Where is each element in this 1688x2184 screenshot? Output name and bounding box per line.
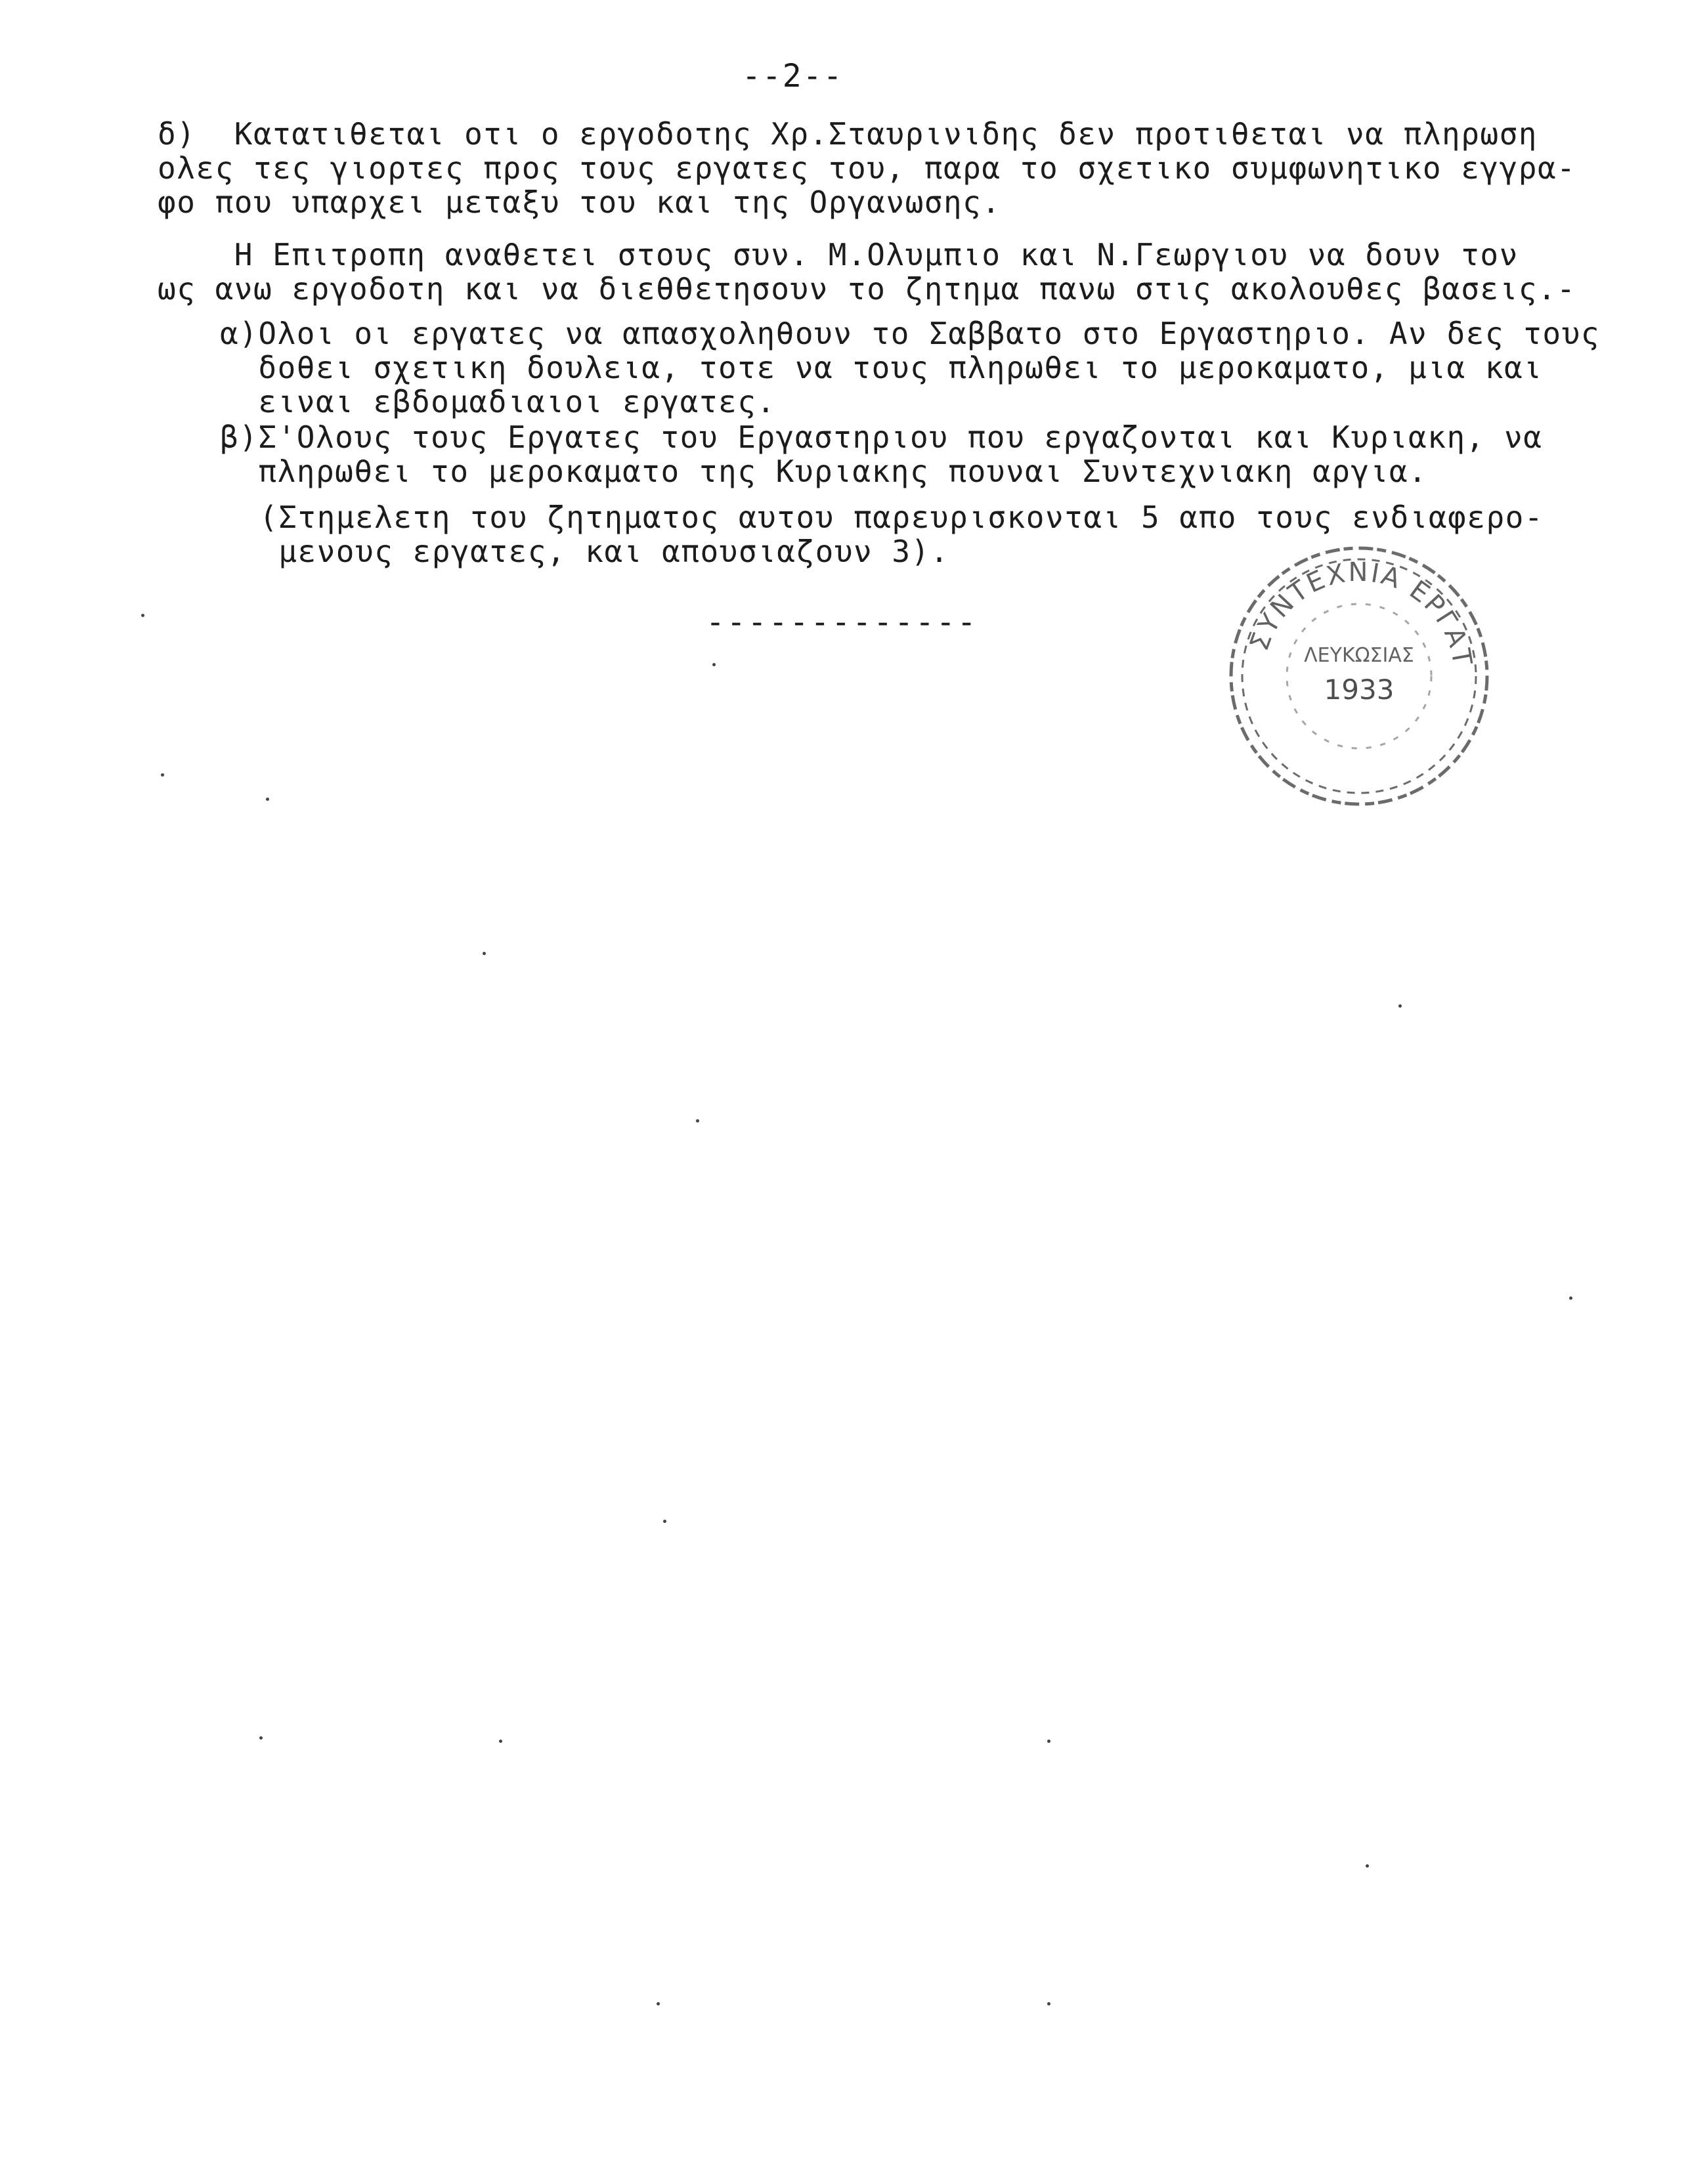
- scan-speck: [1047, 2002, 1050, 2005]
- text-line: ως ανω εργοδοτη και να διεθθετησουν το ζητημα πανω στις ακολουθες βασεις.-: [158, 271, 1576, 307]
- scan-speck: [1047, 1740, 1050, 1743]
- point-b: [220, 420, 1542, 488]
- text-line: Η Επιτροπη αναθετει στους συν. Μ.Ολυμπιο και Ν.Γεωργιου να δουν τον: [158, 237, 1519, 272]
- stamp-year: 1933: [1324, 674, 1395, 706]
- paragraph-item-d: [158, 117, 1576, 219]
- text-line: β)Σ'Ολους τους Εργατες του Εργαστηριου που εργαζονται και Κυριακη, να: [220, 419, 1543, 455]
- scan-speck: [712, 663, 716, 666]
- scan-speck: [499, 1740, 502, 1743]
- scan-speck: [483, 952, 486, 955]
- page-number: --2--: [742, 58, 844, 95]
- text-line: δοθει σχετικη δουλεια, τοτε να τους πληρωθει το μεροκαματο, μια και: [220, 350, 1543, 385]
- stamp-arc-text: ΣΥΝΤΕΧΝΙΑ ΕΡΓΑΤ: [1244, 557, 1478, 670]
- text-line: φο που υπαρχει μεταξυ του και της Οργανωσης.: [158, 184, 1001, 220]
- point-a: [220, 316, 1600, 419]
- text-line: (Στημελετη του ζητηματος αυτου παρευρισκονται 5 απο τους ενδιαφερο-: [259, 500, 1544, 535]
- text-line: α)Ολοι οι εργατες να απασχοληθουν το Σαββατο στο Εργαστηριο. Αν δες τους: [220, 316, 1600, 351]
- paragraph-committee: [158, 238, 1576, 306]
- text-line: ολες τες γιορτες προς τους εργατες του, παρα το σχετικο συμφωνητικο εγγρα-: [158, 150, 1576, 186]
- stamp-seal-icon: [1218, 532, 1500, 821]
- scan-speck: [1569, 1296, 1572, 1300]
- stamp-city: ΛΕΥΚΩΣΙΑΣ: [1304, 644, 1414, 667]
- scan-speck: [141, 614, 144, 617]
- scan-speck: [1398, 1004, 1402, 1008]
- text-line: δ) Κατατιθεται οτι ο εργοδοτης Χρ.Σταυρινιδης δεν προτιθεται να πληρωση: [158, 116, 1538, 152]
- text-line: πληρωθει το μεροκαματο της Κυριακης πουναι Συντεχνιακη αργια.: [220, 454, 1428, 489]
- rubber-stamp: [1218, 532, 1500, 821]
- scan-speck: [696, 1119, 699, 1123]
- scan-speck: [657, 2002, 660, 2005]
- scan-speck: [1366, 1864, 1369, 1868]
- text-line: μενους εργατες, και απουσιαζουν 3).: [259, 534, 949, 569]
- separator-line: -------------: [706, 604, 978, 641]
- scan-speck: [663, 1520, 666, 1523]
- scan-speck: [266, 798, 269, 801]
- text-line: ειναι εβδομαδιαιοι εργατες.: [220, 384, 776, 419]
- scan-speck: [259, 1736, 263, 1740]
- scan-speck: [161, 773, 164, 777]
